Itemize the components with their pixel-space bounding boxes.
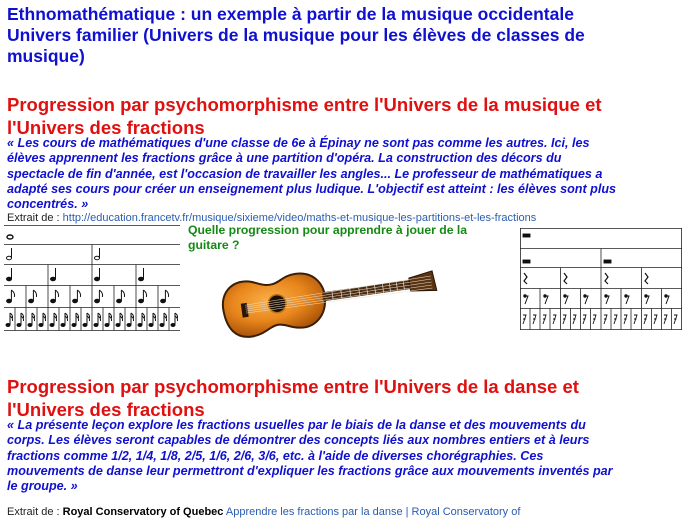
dance-title-line1: Progression par psychomorphisme entre l'Univers de la danse et xyxy=(7,376,579,397)
music-section-title xyxy=(7,93,667,139)
dance-quote-line: mouvements de danse leur permettront d'expliquer les fractions grâce aux mouvements inventés par xyxy=(7,463,613,478)
dance-source-link[interactable]: Apprendre les fractions par la danse | Royal Conservatory of xyxy=(225,506,521,518)
dance-title-line2: l'Univers des fractions xyxy=(7,399,205,420)
music-title-line1: Progression par psychomorphisme entre l'Univers de la musique et xyxy=(7,94,602,115)
header-title-line1: Ethnomathématique : un exemple à partir de la musique occidentale xyxy=(7,4,574,24)
guitar-image xyxy=(215,253,440,343)
music-quote-line: adapté ses cours pour créer un enseignement plus ludique. L'objectif est atteint : les élèves sont plus xyxy=(7,181,617,196)
dance-source-org: Royal Conservatory of Quebec xyxy=(62,506,224,518)
music-source-label: Extrait de : xyxy=(7,212,60,224)
guitar-question xyxy=(188,223,528,253)
header-title-line2: Univers familier (Univers de la musique pour les élèves de classes de xyxy=(7,25,585,45)
dance-quote-line: fractions comme 1/2, 1/4, 1/8, 2/5, 1/6, 2/6, 3/6, etc. à l'aide de diverses chorégraphies. Ces xyxy=(7,448,544,463)
dance-quote-line: le groupe. » xyxy=(7,479,78,494)
note-tree-chart xyxy=(4,225,180,331)
music-quote-line: « Les cours de mathématiques d'une classe de 6e à Épinay ne sont pas comme les autres. Ici, les xyxy=(7,136,590,150)
music-quote-line: concentrés. » xyxy=(7,197,89,212)
page-header xyxy=(7,4,682,67)
rest-tree-chart xyxy=(520,228,682,330)
music-source-link[interactable]: http://education.francetv.fr/musique/sixieme/video/maths-et-musique-les-partitions-et-les-fractions xyxy=(62,212,537,224)
dance-quote-line: corps. Les élèves seront capables de démontrer des concepts liés aux nombres entiers et à leurs xyxy=(7,433,590,448)
dance-quote-line: « La présente leçon explore les fractions usuelles par le biais de la danse et des mouvements du xyxy=(7,418,586,432)
music-title-line2: l'Univers des fractions xyxy=(7,117,205,138)
dance-source-label: Extrait de : xyxy=(7,506,60,518)
dance-source xyxy=(7,506,520,519)
music-quote-line: élèves apprennent les fractions grâce à une partition d'opéra. La construction des décors du xyxy=(7,151,562,166)
dance-section-title xyxy=(7,375,667,421)
guitar-question-line1: Quelle progression pour apprendre à jouer de la xyxy=(188,223,468,237)
guitar-question-line2: guitare ? xyxy=(188,238,240,252)
header-title-line3: musique) xyxy=(7,46,85,66)
dance-quote xyxy=(7,418,657,494)
music-quote xyxy=(7,136,657,212)
music-quote-line: spectacle de fin d'année, est l'occasion de travailler les angles... Le professeur de mathématiques a xyxy=(7,166,603,181)
